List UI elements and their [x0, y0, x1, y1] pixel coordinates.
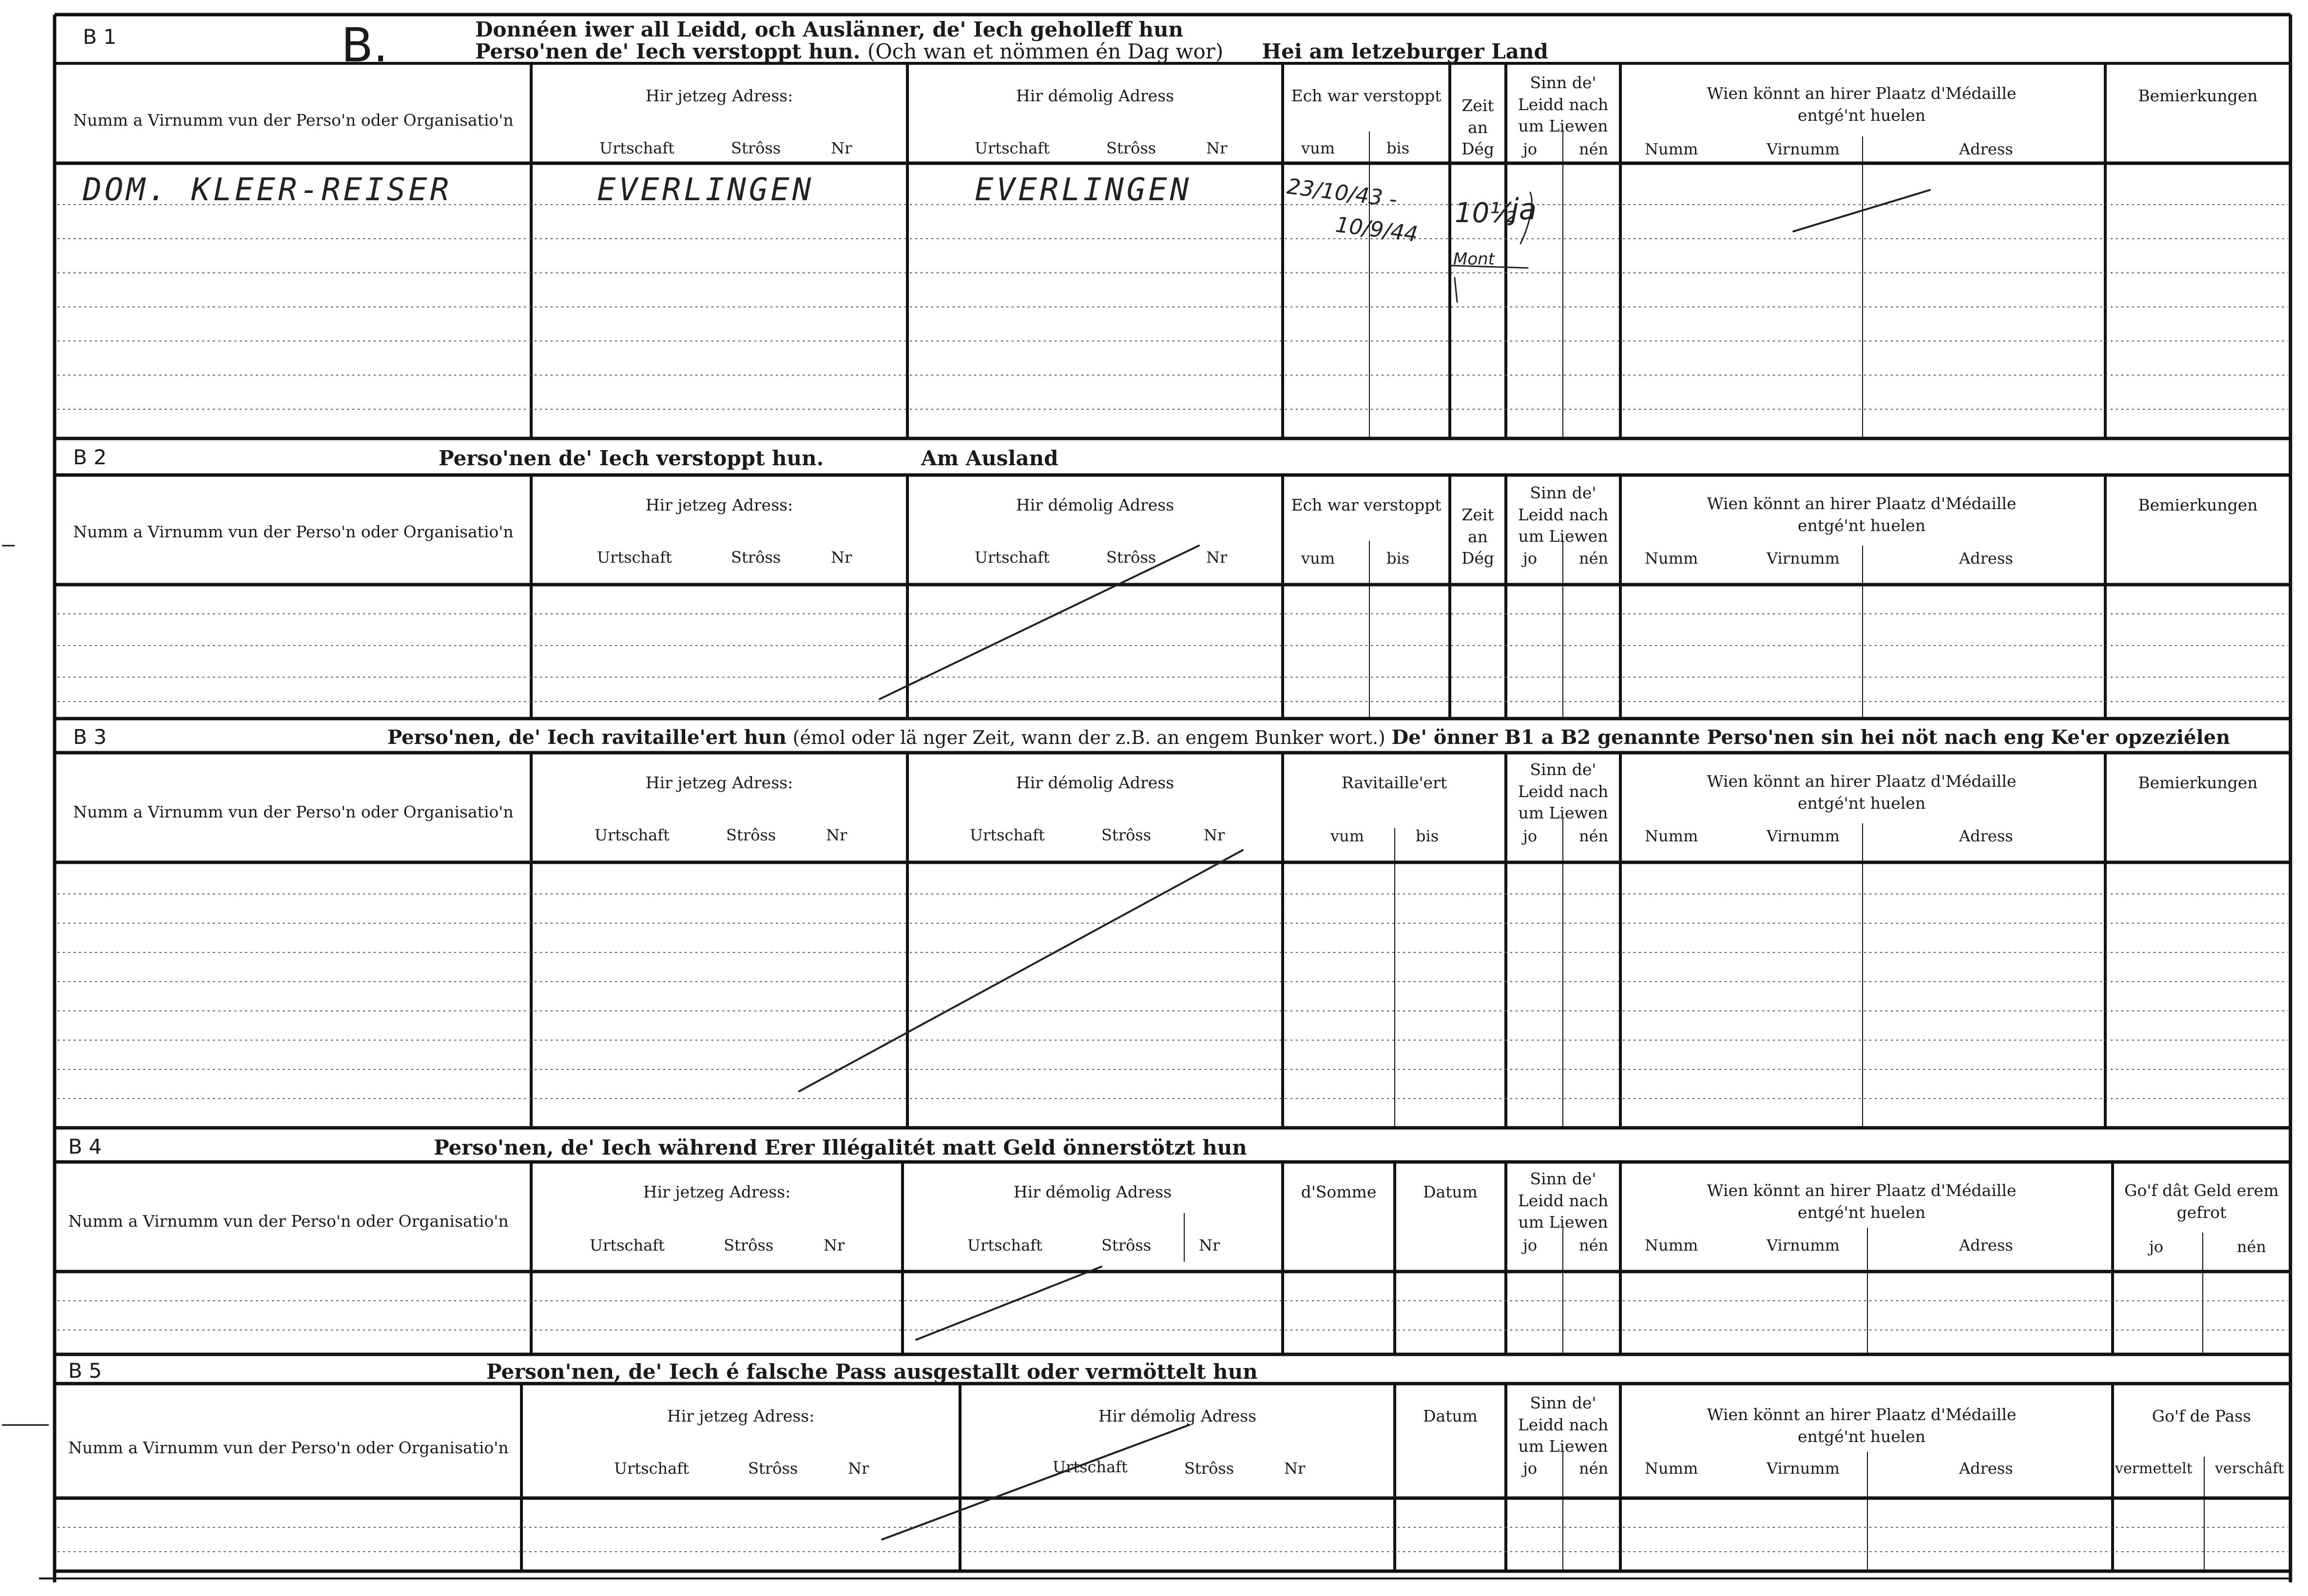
b4-col-current-address: Hir jetzeg Adress:: [643, 1182, 791, 1201]
b3-sub-surname: Numm: [1645, 827, 1698, 845]
b4-sub-surname: Numm: [1645, 1236, 1698, 1254]
b2-col-remarks: Bemierkungen: [2138, 495, 2258, 514]
b3-sub-street-1: Strôss: [726, 826, 776, 844]
b4-sub-street-2: Strôss: [1101, 1236, 1152, 1254]
b5-sub-no-2: Nr: [1284, 1459, 1306, 1478]
b1-sub-town-2: Urtschaft: [975, 139, 1050, 157]
b1-sub-town-1: Urtschaft: [599, 139, 674, 157]
b2-sub-firstname: Virnumm: [1767, 549, 1840, 568]
b2-sub-street-2: Strôss: [1106, 548, 1156, 567]
b1-sub-no-1: Nr: [831, 139, 852, 157]
b2-col-current-address: Hir jetzeg Adress:: [645, 495, 793, 514]
b4-sub-money-yes: jo: [2149, 1237, 2164, 1256]
section-id-b4: B 4: [68, 1135, 102, 1159]
b3-title: Perso'nen, de' Iech ravitaille'ert hun: [387, 726, 787, 749]
b5-col-name: Numm a Virnumm vun der Perso'n oder Organisatio'n: [68, 1438, 509, 1457]
b4-sub-street-1: Strôss: [724, 1236, 774, 1254]
b3-col-alive: Sinn de' Leidd nach um Liewen: [1518, 760, 1609, 823]
b1-title-line1: Donnéen iwer all Leidd, och Auslänner, de' Iech geholleff hun: [475, 18, 1184, 41]
b2-sub-address: Adress: [1959, 549, 2013, 568]
b4-sub-yes: jo: [1523, 1236, 1538, 1254]
b5-sub-street-1: Strôss: [748, 1459, 798, 1478]
b5-sub-surname: Numm: [1645, 1459, 1698, 1478]
b1-title-region: Hei am letzeburger Land: [1262, 39, 1548, 63]
b2-sub-town-2: Urtschaft: [975, 548, 1050, 567]
b4-col-sum: d'Somme: [1301, 1182, 1377, 1201]
b1-sub-surname: Numm: [1645, 140, 1698, 158]
b2-sub-street-1: Strôss: [731, 548, 781, 567]
b3-sub-no-1: Nr: [826, 826, 847, 844]
b5-title: Person'nen, de' Iech é falsche Pass ausgestallt oder vermöttelt hun: [486, 1360, 1258, 1384]
b2-sub-no-1: Nr: [831, 548, 852, 567]
b3-title-row: [387, 728, 2230, 747]
b5-sub-town-1: Urtschaft: [614, 1459, 689, 1478]
b1-title-text: Perso'nen de' Iech verstoppt hun.: [475, 39, 861, 63]
b3-col-medal: Wien könnt an hirer Plaatz d'Médaille entgé'nt huelen: [1707, 772, 2017, 813]
b3-title-note: (émol oder lä nger Zeit, wann der z.B. an engem Bunker wort.): [792, 727, 1385, 748]
b4-col-money-back: Go'f dât Geld erem gefrot: [2124, 1181, 2279, 1222]
section-id-b2: B 2: [73, 445, 107, 469]
b1-sub-to: bis: [1386, 139, 1410, 157]
b1-col-current-address: Hir jetzeg Adress:: [645, 86, 793, 105]
b4-col-former-address: Hir démolig Adress: [1013, 1182, 1172, 1201]
b5-col-date: Datum: [1423, 1406, 1478, 1425]
b1-entry-former-town: EVERLINGEN: [975, 172, 1192, 208]
section-id-b5: B 5: [68, 1359, 102, 1383]
b2-sub-to: bis: [1386, 549, 1410, 568]
b1-sub-firstname: Virnumm: [1767, 140, 1840, 158]
b1-title-note: (Och wan et nömmen én Dag wor): [867, 39, 1224, 63]
b1-col-time: Zeit an Dég: [1461, 96, 1495, 159]
b3-sub-town-1: Urtschaft: [595, 826, 670, 844]
b3-col-supplied: Ravitaille'ert: [1341, 773, 1447, 792]
b5-sub-no-1: Nr: [848, 1459, 869, 1478]
b2-sub-from: vum: [1301, 549, 1335, 568]
b1-entry-to: 10/9/44: [1334, 212, 1420, 247]
b3-title-extra: De' önner B1 a B2 genannte Perso'nen sin hei nöt nach eng Ke'er opzeziélen: [1391, 726, 2231, 749]
b4-col-alive: Sinn de' Leidd nach um Liewen: [1518, 1169, 1609, 1232]
b2-title: Perso'nen de' Iech verstoppt hun.: [439, 446, 824, 470]
b1-col-hidden: Ech war verstoppt: [1291, 86, 1442, 105]
b2-col-alive: Sinn de' Leidd nach um Liewen: [1518, 483, 1609, 546]
b5-sub-address: Adress: [1959, 1459, 2013, 1478]
b1-sub-street-1: Strôss: [731, 139, 781, 157]
b4-sub-town-2: Urtschaft: [967, 1236, 1042, 1254]
b2-sub-no-2: Nr: [1206, 548, 1228, 567]
section-id-b3: B 3: [73, 725, 107, 749]
b2-sub-town-1: Urtschaft: [597, 548, 672, 567]
b2-region: Am Ausland: [921, 446, 1058, 470]
b2-col-hidden: Ech war verstoppt: [1291, 495, 1442, 514]
b4-sub-no-1: Nr: [824, 1236, 845, 1254]
b1-col-medal: Wien könnt an hirer Plaatz d'Médaille entgé'nt huelen: [1707, 84, 2017, 125]
b4-sub-address: Adress: [1959, 1236, 2013, 1254]
b2-sub-surname: Numm: [1645, 549, 1698, 568]
b1-col-name: Numm a Virnumm vun der Perso'n oder Organisatio'n: [73, 111, 514, 130]
b2-col-medal: Wien könnt an hirer Plaatz d'Médaille entgé'nt huelen: [1707, 494, 2017, 535]
b1-sub-address: Adress: [1959, 140, 2013, 158]
b5-sub-street-2: Strôss: [1184, 1459, 1234, 1478]
b1-col-remarks: Bemierkungen: [2138, 86, 2258, 105]
b1-entry-name: DOM. KLEER-REISER: [83, 172, 452, 208]
b4-sub-no-2: Nr: [1199, 1236, 1220, 1254]
b2-col-name: Numm a Virnumm vun der Perso'n oder Organisatio'n: [73, 522, 514, 541]
b1-title-line2: [475, 41, 1548, 62]
b3-sub-yes: jo: [1523, 827, 1538, 845]
b5-sub-town-2: Urtschaft: [1053, 1458, 1128, 1476]
b1-entry-current-town: EVERLINGEN: [597, 172, 814, 208]
b1-entry-from: 23/10/43 -: [1285, 174, 1399, 212]
b3-sub-address: Adress: [1959, 827, 2013, 845]
b3-col-name: Numm a Virnumm vun der Perso'n oder Organisatio'n: [73, 802, 514, 821]
b3-sub-street-2: Strôss: [1101, 826, 1152, 844]
b3-col-current-address: Hir jetzeg Adress:: [645, 773, 793, 792]
section-id-b1: B 1: [83, 25, 116, 49]
b5-col-pass: Go'f de Pass: [2152, 1406, 2251, 1425]
b1-sub-no-2: Nr: [1206, 139, 1228, 157]
b3-sub-no-alive: nén: [1579, 827, 1609, 845]
b4-col-date: Datum: [1423, 1182, 1478, 1201]
b5-sub-firstname: Virnumm: [1767, 1459, 1840, 1478]
b3-col-remarks: Bemierkungen: [2138, 773, 2258, 792]
b3-sub-firstname: Virnumm: [1767, 827, 1840, 845]
b1-sub-street-2: Strôss: [1106, 139, 1156, 157]
b5-col-former-address: Hir démolig Adress: [1098, 1406, 1257, 1425]
b1-col-alive: Sinn de' Leidd nach um Liewen: [1518, 73, 1609, 136]
strike-marks: [799, 190, 1930, 1539]
b1-entry-time-unit: Mont: [1453, 249, 1495, 269]
b2-col-former-address: Hir démolig Adress: [1016, 495, 1174, 514]
b4-sub-no-alive: nén: [1579, 1236, 1609, 1254]
b5-sub-procured: verschâft: [2215, 1460, 2284, 1477]
b1-entry-time: 10½: [1455, 197, 1516, 229]
b3-col-former-address: Hir démolig Adress: [1016, 773, 1174, 792]
b2-sub-no-alive: nén: [1579, 549, 1609, 568]
b4-sub-money-no: nén: [2237, 1237, 2267, 1256]
b3-sub-no-2: Nr: [1204, 826, 1225, 844]
b1-col-former-address: Hir démolig Adress: [1016, 86, 1174, 105]
b3-sub-from: vum: [1330, 827, 1365, 845]
b1-sub-yes: jo: [1523, 140, 1538, 158]
b5-col-alive: Sinn de' Leidd nach um Liewen: [1518, 1393, 1609, 1456]
b3-sub-to: bis: [1416, 827, 1439, 845]
b2-col-time: Zeit an Dég: [1461, 505, 1495, 568]
b5-sub-mediated: vermettelt: [2115, 1460, 2193, 1477]
b1-sub-no-alive: nén: [1579, 140, 1609, 158]
b4-sub-town-1: Urtschaft: [590, 1236, 665, 1254]
b4-title: Perso'nen, de' Iech während Erer Illégalitét matt Geld önnerstötzt hun: [434, 1136, 1247, 1159]
b1-sub-from: vum: [1301, 139, 1335, 157]
b3-sub-town-2: Urtschaft: [970, 826, 1045, 844]
b1-entry-alive: ja: [1511, 192, 1537, 227]
b5-col-medal: Wien könnt an hirer Plaatz d'Médaille entgé'nt huelen: [1707, 1405, 2017, 1446]
b4-sub-firstname: Virnumm: [1767, 1236, 1840, 1254]
b4-col-medal: Wien könnt an hirer Plaatz d'Médaille entgé'nt huelen: [1707, 1181, 2017, 1222]
b2-sub-yes: jo: [1523, 549, 1538, 568]
b5-sub-yes: jo: [1523, 1459, 1538, 1478]
b5-col-current-address: Hir jetzeg Adress:: [667, 1406, 815, 1425]
b5-sub-no-alive: nén: [1579, 1459, 1609, 1478]
form-letter: B.: [341, 18, 388, 73]
b4-col-name: Numm a Virnumm vun der Perso'n oder Organisatio'n: [68, 1212, 509, 1231]
